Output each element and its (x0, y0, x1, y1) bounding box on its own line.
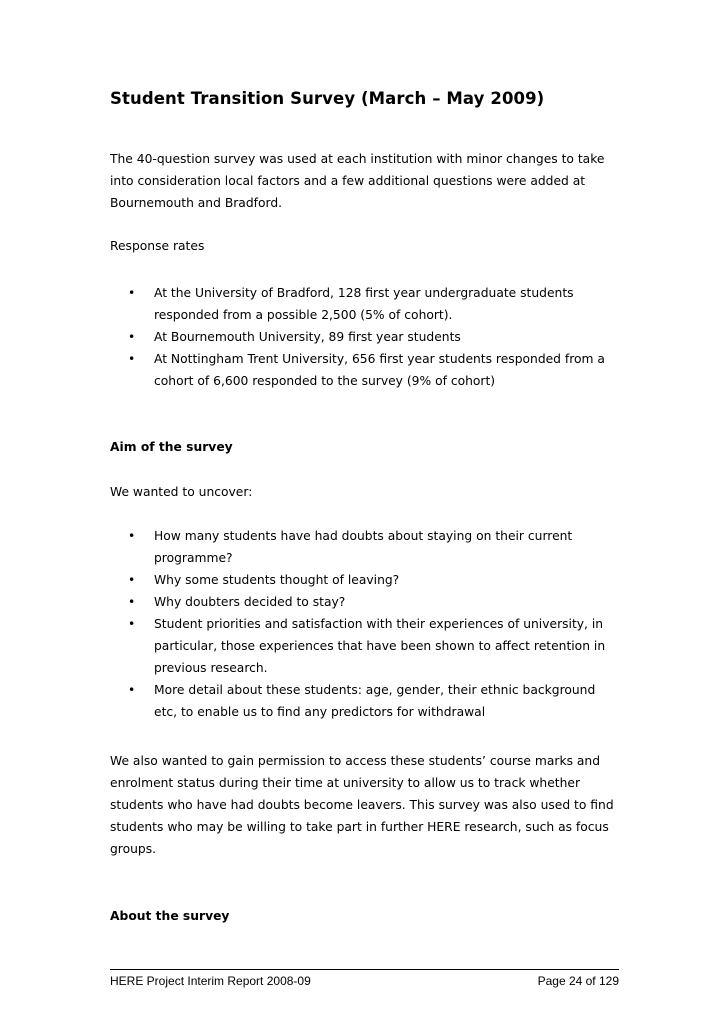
response-rates-list (0, 282, 605, 392)
document-title: Student Transition Survey (March – May 2009) (110, 89, 545, 108)
response-rates-label: Response rates (110, 239, 205, 253)
bullet-icon: • (128, 330, 136, 344)
list-item (0, 326, 605, 348)
list-item (0, 282, 605, 326)
list-item-line: etc, to enable us to find any predictors for withdrawal (154, 705, 486, 719)
list-item-line: Why doubters decided to stay? (154, 595, 346, 609)
intro-paragraph (110, 148, 604, 214)
paragraph-line: enrolment status during their time at university to allow us to track whether (110, 776, 581, 790)
intro-line: Bournemouth and Bradford. (110, 196, 283, 210)
list-item (0, 525, 605, 569)
list-item-line: At Nottingham Trent University, 656 first year students responded from a (154, 352, 605, 366)
bullet-icon: • (128, 683, 136, 697)
footer-divider (110, 969, 619, 970)
list-item (0, 591, 605, 613)
permission-paragraph (110, 750, 614, 860)
list-item-line: Student priorities and satisfaction with their experiences of university, in (154, 617, 604, 631)
paragraph-line: We also wanted to gain permission to access these students’ course marks and (110, 754, 601, 768)
bullet-icon: • (128, 573, 136, 587)
list-item (0, 569, 605, 591)
list-item-line: previous research. (154, 661, 268, 675)
list-item-line: responded from a possible 2,500 (5% of cohort). (154, 308, 453, 322)
list-item (0, 613, 605, 679)
intro-line: into consideration local factors and a few additional questions were added at (110, 174, 586, 188)
aims-list (0, 525, 605, 723)
list-item-line: How many students have had doubts about staying on their current (154, 529, 573, 543)
bullet-icon: • (128, 529, 136, 543)
intro-line: The 40-question survey was used at each institution with minor changes to take (110, 152, 605, 166)
list-item-line: programme? (154, 551, 233, 565)
list-item-line: At the University of Bradford, 128 first year undergraduate students (154, 286, 574, 300)
list-item-line: More detail about these students: age, gender, their ethnic background (154, 683, 596, 697)
bullet-icon: • (128, 617, 136, 631)
paragraph-line: students who have had doubts become leavers. This survey was also used to find (110, 798, 614, 812)
bullet-icon: • (128, 352, 136, 366)
bullet-icon: • (128, 286, 136, 300)
footer-report-name: HERE Project Interim Report 2008-09 (110, 974, 311, 988)
list-item (0, 348, 605, 392)
aim-intro: We wanted to uncover: (110, 485, 253, 499)
aim-heading: Aim of the survey (110, 440, 233, 454)
footer-page-number: Page 24 of 129 (537, 974, 619, 988)
paragraph-line: groups. (110, 842, 157, 856)
list-item-line: At Bournemouth University, 89 first year students (154, 330, 461, 344)
list-item-line: Why some students thought of leaving? (154, 573, 400, 587)
bullet-icon: • (128, 595, 136, 609)
about-heading: About the survey (110, 909, 230, 923)
paragraph-line: students who may be willing to take part in further HERE research, such as focus (110, 820, 609, 834)
list-item-line: cohort of 6,600 responded to the survey (9% of cohort) (154, 374, 496, 388)
list-item (0, 679, 605, 723)
list-item-line: particular, those experiences that have been shown to affect retention in (154, 639, 606, 653)
